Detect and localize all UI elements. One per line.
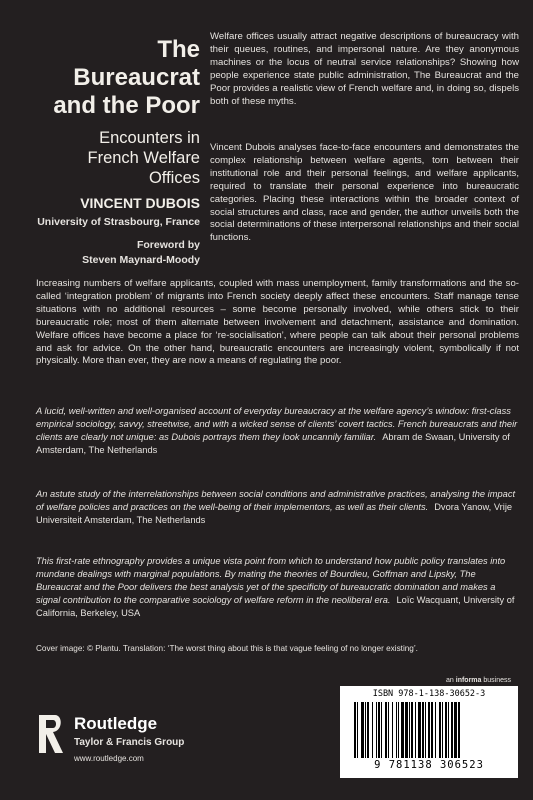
- review-text: This first-rate ethnography provides a unique vista point from which to understand how public policy translates into mundane dealings with marginal populations. By mating the theories of Bourdieu, Goffman and Lipsky, The Bureaucrat and the Poor delivers the best analysis yet of the specificity of bureaucratic domination and makes a signal contribution to the comparative sociology of welfare reform in the neoliberal era.: [36, 556, 506, 605]
- foreword-label: Foreword by: [136, 239, 200, 251]
- review-source: Dvora Yanow, Vrije Universiteit Amsterdam, The Netherlands: [36, 501, 513, 525]
- title-line: Bureaucrat: [73, 64, 200, 91]
- cover-credit: Cover image: © Plantu. Translation: ‘The worst thing about this is that vague feeling of no longer existing’.: [36, 644, 418, 653]
- barcode-bars: [354, 702, 506, 758]
- review-quote: [36, 405, 519, 457]
- review-source: Loïc Wacquant, University of California, Berkeley, USA: [36, 594, 515, 618]
- blurb-paragraph-3: Increasing numbers of welfare applicants, coupled with mass unemployment, family transformations and the so-called ‘integration problem’ of migrants into French society deeply affect these encounters. Staff manage tense situations with no additional resources – some become personally involved, while others stick to their bureaucratic role; most of them alternate between involvement and detachment, assistance and domination. Welfare offices have become a place for ‘re-socialisation’, where people can talk about their personal problems and ask for advice. On the other hand, bureaucratic encounters are increasingly violent, symbolically if not physically. More than ever, they are now a means of regulating the poor.: [36, 278, 519, 367]
- review-quote: [36, 488, 519, 527]
- blurb-paragraph-2: Vincent Dubois analyses face-to-face encounters and demonstrates the complex relationship between welfare agents, torn between their institutional role and their personal feelings, and welfare applicants, required to translate their personal experience into bureaucratic categories. Placing these interactions within the broader context of social structures and class, race and gender, the author unveils both the social determinations of these interpersonal relationships and their social functions.: [210, 142, 519, 244]
- title-line: The: [157, 36, 200, 63]
- routledge-logo-icon: [35, 713, 65, 758]
- subtitle-line: Offices: [148, 169, 200, 187]
- author-affiliation: University of Strasbourg, France: [37, 216, 200, 228]
- review-source: Abram de Swaan, University of Amsterdam, The Netherlands: [36, 431, 510, 455]
- book-title: [8, 36, 200, 120]
- subtitle-line: Encounters in: [99, 129, 200, 147]
- barcode-number: 9 781138 306523: [374, 759, 484, 771]
- review-quote: [36, 555, 519, 620]
- title-line: and the Poor: [53, 92, 200, 119]
- barcode-bar: [458, 702, 460, 758]
- author-name: VINCENT DUBOIS: [80, 195, 200, 211]
- isbn-label: ISBN 978-1-138-30652-3: [372, 689, 486, 699]
- publisher-group: Taylor & Francis Group: [74, 737, 185, 748]
- book-subtitle: [8, 128, 200, 188]
- subtitle-line: French Welfare: [87, 149, 200, 167]
- blurb-paragraph-1: Welfare offices usually attract negative descriptions of bureaucracy with their queues, routines, and impersonal nature. Are they anonymous machines or the locus of neutral service relationships? Showing how people experience state public administration, The Bureaucrat and the Poor provides a realistic view of French welfare and, in doing so, dispels both of these myths.: [210, 31, 519, 107]
- isbn-barcode: [340, 686, 518, 778]
- review-text: An astute study of the interrelationships between social conditions and administrative practices, analysing the impact of welfare policies and practices on the well-being of their implementors, as well as their clients.: [36, 489, 516, 512]
- informa-business-label: an informa business: [446, 677, 512, 684]
- review-text: A lucid, well-written and well-organised account of everyday bureaucracy at the welfare agency’s window: first-class empirical sociology, savvy, streetwise, and with a wicked sense of clients’ covert tactics. French bureaucrats and their clients are clearly not unique: as Dubois portrays them they look uncannily familiar.: [36, 406, 518, 442]
- informa-brand: informa: [455, 677, 482, 684]
- foreword-author: Steven Maynard-Moody: [82, 254, 200, 266]
- publisher-name: Routledge: [74, 714, 158, 733]
- publisher-url: www.routledge.com: [74, 754, 144, 763]
